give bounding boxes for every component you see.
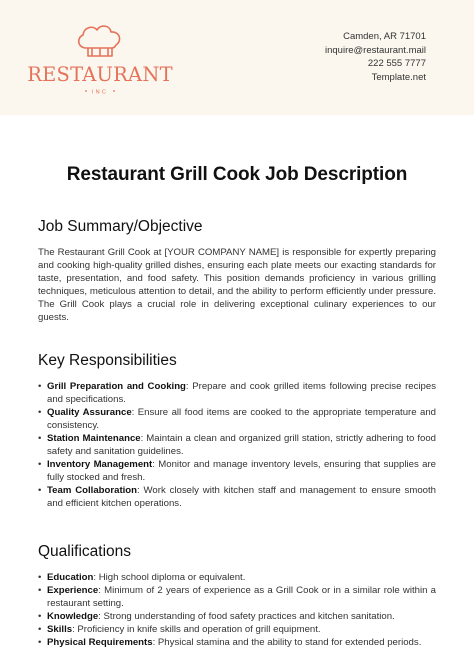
item-text: : Physical stamina and the ability to stand for extended periods. <box>152 637 422 648</box>
item-label: Skills <box>47 624 73 635</box>
item-text: : Strong understanding of food safety practices and kitchen sanitation. <box>98 611 395 622</box>
list-item <box>38 458 436 484</box>
restaurant-logo <box>27 18 173 102</box>
qualifications-heading: Qualifications <box>38 543 132 560</box>
item-text: : Ensure all food items are cooked to the appropriate temperature and consistency. <box>47 407 437 431</box>
list-item <box>38 380 436 406</box>
list-item <box>38 571 436 584</box>
summary-paragraph: The Restaurant Grill Cook at [YOUR COMPANY NAME] is responsible for expertly preparing and cooking high-quality grilled dishes, ensuring each plate meets our exacting standards for taste, presentation, and food safety. This position demands proficiency in various grilling techniques, meticulous attention to detail, and the ability to perform efficiently under pressure. The Grill Cook plays a crucial role in delivering exceptional culinary experiences to our guests. <box>38 247 436 323</box>
list-item <box>38 610 436 623</box>
contact-website[interactable]: Template.net <box>371 71 426 83</box>
item-text: : Prepare and cook grilled items following precise recipes and specifications. <box>47 381 436 405</box>
item-label: Education <box>47 572 94 583</box>
item-label: Knowledge <box>47 611 99 622</box>
item-text: : Maintain a clean and organized grill station, strictly adhering to food safety and sanitation guidelines. <box>47 433 436 457</box>
contact-email[interactable]: inquire@restaurant.mail <box>325 44 426 56</box>
list-item <box>38 623 436 636</box>
list-item <box>38 406 436 432</box>
item-label: Quality Assurance <box>47 407 132 418</box>
item-text: : Work closely with kitchen staff and management to ensure smooth and efficient kitchen operations. <box>47 485 436 509</box>
item-text: : Minimum of 2 years of experience as a Grill Cook or in a similar role within a restaurant setting. <box>47 585 436 609</box>
item-label: Team Collaboration <box>47 485 138 496</box>
list-item <box>38 636 436 649</box>
item-label: Inventory Management <box>47 459 153 470</box>
logo-wordmark: RESTAURANT <box>27 63 173 86</box>
item-label: Station Maintenance <box>47 433 141 444</box>
logo-subtext: INC <box>91 89 109 96</box>
list-item <box>38 584 436 610</box>
item-label: Experience <box>47 585 99 596</box>
item-text: : Monitor and manage inventory levels, ensuring that supplies are fully stocked and fresh. <box>47 459 436 483</box>
item-label: Grill Preparation and Cooking <box>47 381 186 392</box>
document-title: Restaurant Grill Cook Job Description <box>66 164 408 185</box>
contact-phone: 222 555 7777 <box>367 58 426 70</box>
summary-heading: Job Summary/Objective <box>38 218 203 235</box>
item-text: : Proficiency in knife skills and operation of grill equipment. <box>72 624 321 635</box>
item-text: : High school diploma or equivalent. <box>93 572 246 583</box>
list-item <box>38 484 436 510</box>
contact-block <box>325 30 426 84</box>
responsibilities-list <box>38 380 436 510</box>
list-item <box>38 432 436 458</box>
item-label: Physical Requirements <box>47 637 153 648</box>
qualifications-list <box>38 571 436 649</box>
contact-address: Camden, AR 71701 <box>343 31 426 42</box>
chef-hat-logo-icon <box>27 18 173 102</box>
responsibilities-heading: Key Responsibilities <box>38 352 177 369</box>
